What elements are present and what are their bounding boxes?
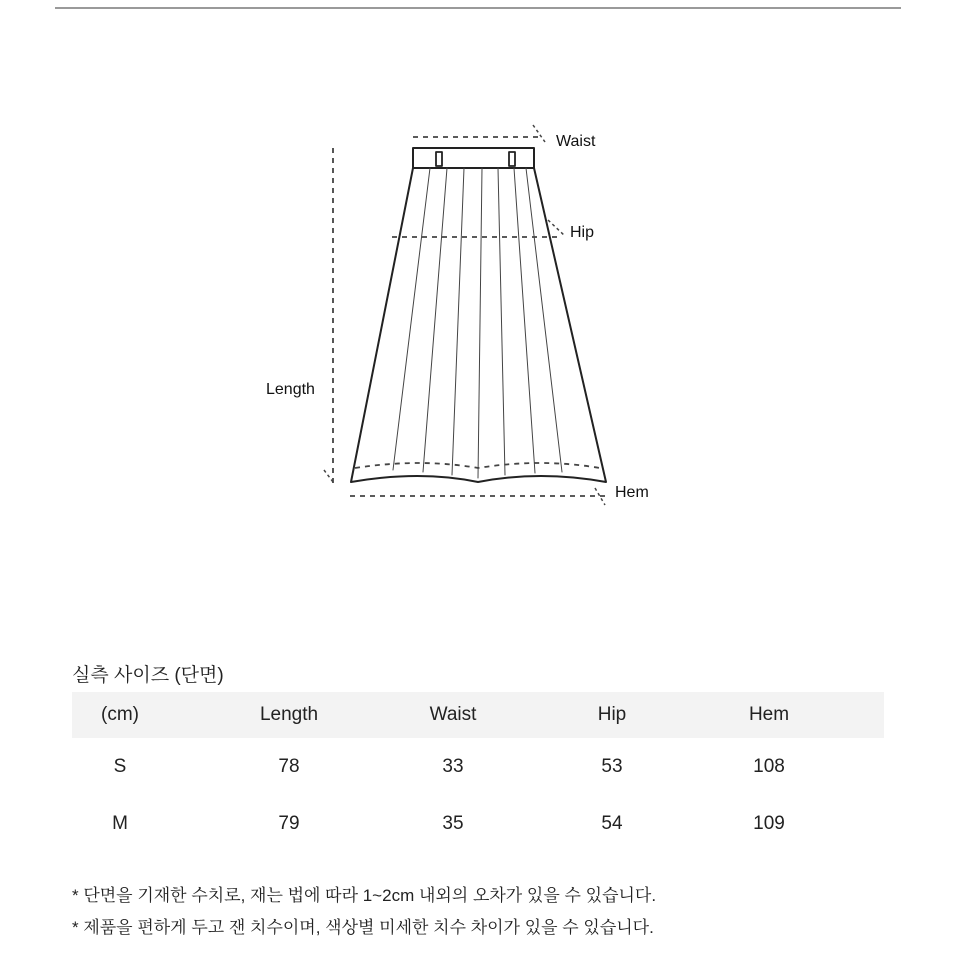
table-row [72, 795, 884, 852]
measurement-notes [72, 880, 656, 944]
header-hem: Hem [748, 704, 790, 725]
row-hip: 54 [601, 812, 623, 834]
belt-loop-left [436, 152, 442, 166]
length-leader [324, 470, 333, 482]
size-table-title: 실측 사이즈 (단면) [72, 665, 224, 686]
row-waist: 33 [442, 755, 464, 777]
header-length: Length [259, 704, 319, 725]
size-table [72, 692, 884, 852]
row-size: S [113, 755, 127, 777]
hip-label: Hip [570, 224, 595, 241]
length-label: Length [266, 381, 315, 398]
row-hem: 109 [753, 812, 785, 834]
row-length: 79 [278, 812, 300, 834]
waist-label: Waist [556, 133, 596, 150]
note-line: * 제품을 편하게 두고 잰 치수이며, 색상별 미세한 치수 차이가 있을 수 있습니다. [72, 918, 654, 937]
header-unit: (cm) [101, 704, 139, 725]
waist-leader [533, 125, 545, 142]
hip-leader [548, 220, 565, 236]
hem-inner-curve [355, 463, 600, 468]
table-header-row [72, 692, 884, 738]
belt-loop-right [509, 152, 515, 166]
table-row [72, 738, 884, 795]
row-spacer [810, 738, 884, 795]
row-size: M [112, 812, 128, 834]
hem-label: Hem [615, 484, 649, 501]
header-waist: Waist [429, 704, 477, 725]
row-waist: 35 [442, 812, 464, 834]
header-hip: Hip [597, 704, 627, 725]
note-line: * 단면을 기재한 수치로, 재는 법에 따라 1~2cm 내외의 오차가 있을 수 있습니다. [72, 886, 657, 905]
row-hem: 108 [753, 755, 785, 777]
header-spacer [810, 692, 884, 738]
row-hip: 53 [601, 755, 623, 777]
row-spacer [810, 795, 884, 852]
row-length: 78 [278, 755, 300, 777]
